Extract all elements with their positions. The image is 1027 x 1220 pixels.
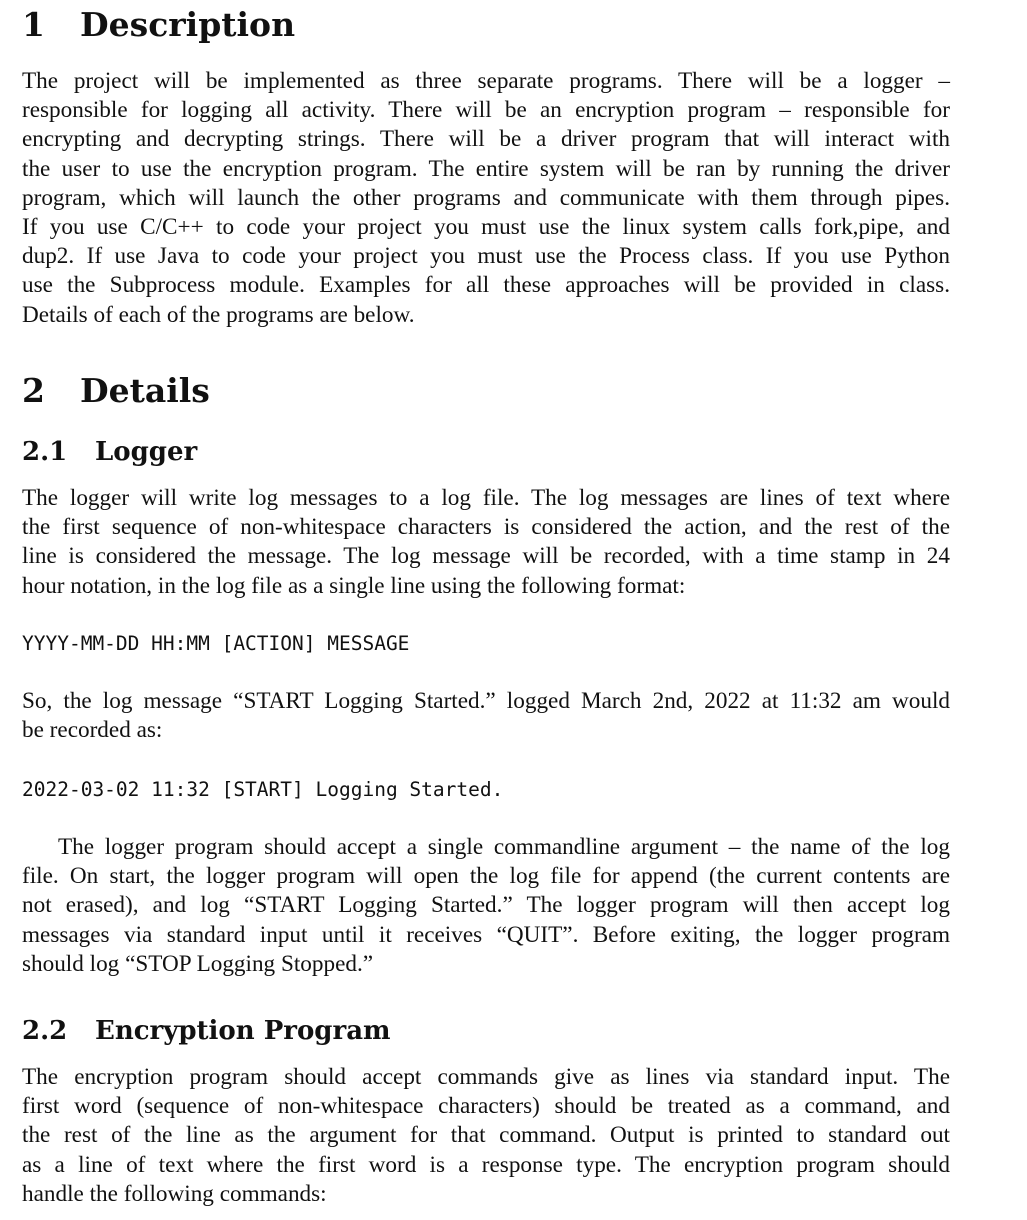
logger-paragraph-2 xyxy=(22,687,950,745)
text-line: the first sequence of non-whitespace characters is considered the action, and the rest of the xyxy=(22,514,950,541)
subsection-number: 2.1 xyxy=(22,437,68,467)
section-number: 1 xyxy=(22,5,45,44)
text-line: Details of each of the programs are below. xyxy=(22,301,415,328)
section-heading-details xyxy=(22,371,210,410)
text-line: as a line of text where the first word is a response type. The encryption program should xyxy=(22,1151,950,1178)
text-line: If you use C/C++ to code your project you must use the linux system calls fork,pipe, and xyxy=(22,214,950,241)
subsection-title: Encryption Program xyxy=(95,1016,391,1046)
subsection-heading-encryption xyxy=(22,1018,391,1044)
text-line: be recorded as: xyxy=(22,717,163,744)
text-line: responsible for logging all activity. There will be an encryption program – responsible for xyxy=(22,97,950,124)
section-title: Details xyxy=(80,371,210,410)
section-title: Description xyxy=(80,5,296,44)
log-example-code: 2022-03-02 11:32 [START] Logging Started. xyxy=(22,778,504,801)
logger-paragraph-1 xyxy=(22,484,950,601)
section-heading-description xyxy=(22,5,296,44)
text-line: should log “STOP Logging Stopped.” xyxy=(22,950,374,977)
text-line: program, which will launch the other programs and communicate with them through pipes. xyxy=(22,184,950,211)
text-line: not erased), and log “START Logging Started.” The logger program will then accept log xyxy=(22,892,950,919)
text-line: line is considered the message. The log message will be recorded, with a time stamp in 24 xyxy=(22,543,950,570)
text-line: The logger program should accept a single commandline argument – the name of the log xyxy=(58,834,950,860)
text-line: The project will be implemented as three separate programs. There will be a logger – xyxy=(22,68,950,94)
text-line: the user to use the encryption program. The entire system will be ran by running the driver xyxy=(22,155,950,182)
subsection-title: Logger xyxy=(95,437,198,467)
text-line: file. On start, the logger program will open the log file for append (the current contents are xyxy=(22,863,950,890)
text-line: The encryption program should accept commands give as lines via standard input. The xyxy=(22,1064,950,1090)
text-line: the rest of the line as the argument for that command. Output is printed to standard out xyxy=(22,1122,950,1149)
text-line: dup2. If use Java to code your project you must use the Process class. If you use Python xyxy=(22,243,950,270)
subsection-heading-logger xyxy=(22,439,197,465)
text-line: first word (sequence of non-whitespace characters) should be treated as a command, and xyxy=(22,1093,950,1120)
text-line: hour notation, in the log file as a single line using the following format: xyxy=(22,572,686,599)
section-number: 2 xyxy=(22,371,45,410)
subsection-number: 2.2 xyxy=(22,1016,68,1046)
logger-paragraph-3 xyxy=(22,833,950,979)
text-line: So, the log message “START Logging Started.” logged March 2nd, 2022 at 11:32 am would xyxy=(22,688,950,714)
encryption-paragraph xyxy=(22,1063,950,1209)
text-line: The logger will write log messages to a log file. The log messages are lines of text where xyxy=(22,485,950,511)
text-line: encrypting and decrypting strings. There will be a driver program that will interact with xyxy=(22,126,950,153)
text-line: use the Subprocess module. Examples for all these approaches will be provided in class. xyxy=(22,272,950,299)
text-line: handle the following commands: xyxy=(22,1180,327,1207)
log-format-code: YYYY-MM-DD HH:MM [ACTION] MESSAGE xyxy=(22,632,410,655)
description-paragraph xyxy=(22,67,950,330)
text-line: messages via standard input until it receives “QUIT”. Before exiting, the logger program xyxy=(22,921,950,948)
